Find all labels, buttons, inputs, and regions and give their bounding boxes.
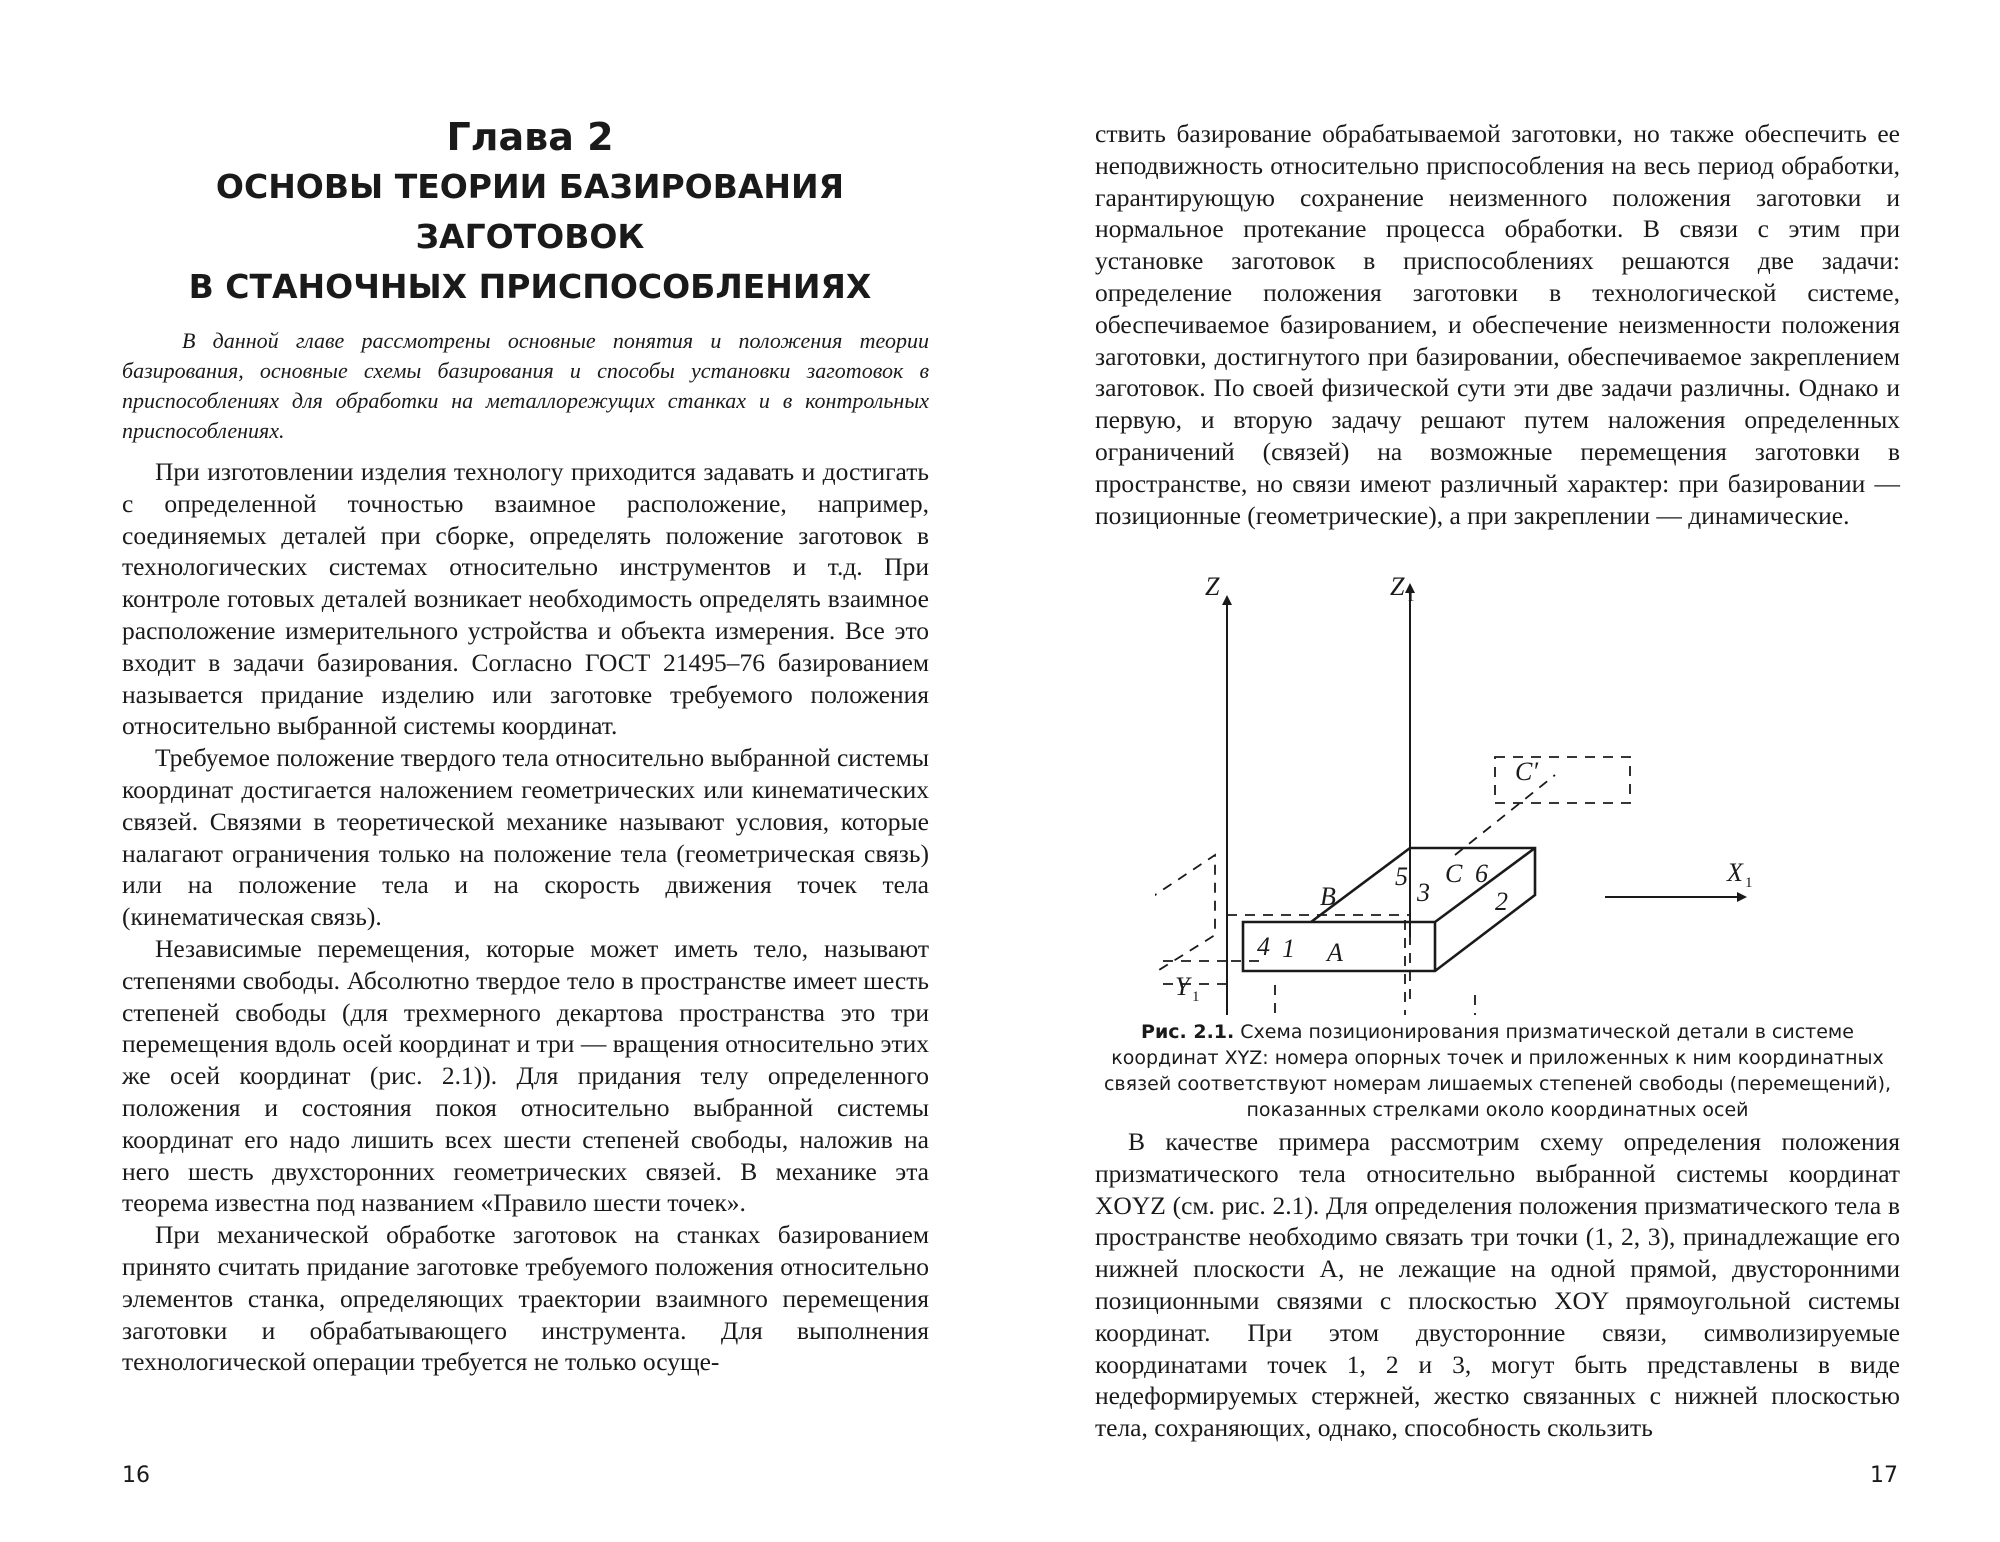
point-label-6: 6 xyxy=(1475,859,1488,888)
chapter-title-line-1: ОСНОВЫ ТЕОРИИ БАЗИРОВАНИЯ ЗАГОТОВОК xyxy=(215,167,845,256)
right-page xyxy=(1000,0,2000,1542)
point-label-4: 4 xyxy=(1257,932,1270,961)
chapter-title xyxy=(110,162,950,312)
point-label-1: 1 xyxy=(1282,934,1295,963)
axis-label-x xyxy=(1776,1014,1794,1015)
plane-label-c: C xyxy=(1445,859,1463,888)
point-label-5: 5 xyxy=(1395,862,1408,891)
paragraph: При изготовлении изделия технологу приходится задавать и достигать с определенной точностью взаимное расположение, например, соединяемых деталей при сборке, определять положение заготовок в технологических системах относительно инструментов и т.д. При контроле готовых деталей возникает необходимость определять взаимное расположение измерительного устройства и объекта измерения. Все это входит в задачи базирования. Согласно ГОСТ 21495–76 базированием называется придание изделию или заготовке требуемого положения относительно выбранной системы координат. xyxy=(122,457,929,741)
plane-b-prime-projection xyxy=(1155,855,1215,985)
paragraph: Независимые перемещения, которые может иметь тело, называют степенями свободы. Абсолютно твердое тело в пространстве имеет шесть степеней свободы (для трехмерного декартова пространства это три перемещения вдоль осей координат и три — вращения относительно этих же осей координат (рис. 2.1)). Для придания телу определенного положения и состояния покоя относительно выбранной системы координат его надо лишить всех шести степеней свободы, наложив на него шесть двухсторонних геометрических связей. В механике эта теорема известна под названием «Правило шести точек». xyxy=(122,933,929,1218)
paragraph: При механической обработке заготовок на станках базированием принято считать придание заготовке требуемого положения относительно элементов станка, определяющих траектории взаимного перемещения заготовки и обрабатывающего инструмента. Для выполнения технологической операции требуется не только осуще- xyxy=(122,1220,929,1377)
axis-subscript: 1 xyxy=(1745,875,1753,891)
plane-label-a: A xyxy=(1327,938,1343,967)
right-body-text-bottom xyxy=(1095,1126,1900,1444)
paragraph: В качестве примера рассмотрим схему определения положения призматического тела относительно выбранной системы координат XOYZ (см. рис. 2.1). Для определения положения призматического тела в пространстве необходимо связать три точки (1, 2, 3), принадлежащие его нижней плоскости A, не лежащие на одной прямой, двусторонними позиционными связями с плоскостью XOY прямоугольной системы координат. При этом двусторонние связи, символизируемые координатами точек 1, 2 и 3, могут быть представлены в виде недеформируемых стержней, жестко связанных с нижней плоскостью тела, сохраняющих, однако, способность скользить xyxy=(1095,1127,1900,1443)
axis-label-x1: X xyxy=(1727,858,1743,887)
axis-subscript: 1 xyxy=(1192,989,1200,1005)
left-body-text xyxy=(122,456,929,1378)
page-number: 16 xyxy=(122,1463,150,1488)
point-label-3: 3 xyxy=(1417,878,1430,907)
chapter-label: Глава 2 xyxy=(446,115,614,159)
paragraph: ствить базирование обрабатываемой заготовки, но также обеспечить ее неподвижность относительно приспособления на весь период обработки, гарантирующую сохранение неизменного положения заготовки и нормальное протекание процесса обработки. В связи с этим при установке заготовок в приспособлениях решаются две задачи: определение положения заготовки в технологической системе, обеспечиваемое базированием, и обеспечение неизменности положения заготовки, достигнутого при базировании, обеспечиваемое закреплением заготовок. По своей физической сути эти две задачи различны. Однако и первую, и вторую задачу решают путем наложения определенных ограничений (связей) на возможные перемещения заготовки в пространстве, но связи имеют различный характер: при базировании — позиционные (геометрические), а при закреплении — динамические. xyxy=(1095,119,1900,530)
figure-caption xyxy=(1095,1019,1900,1123)
point-label-2: 2 xyxy=(1495,887,1508,916)
right-body-text-top xyxy=(1095,118,1900,531)
figure-caption-label: Рис. 2.1. xyxy=(1141,1021,1235,1043)
plane-label-b: B xyxy=(1320,882,1336,911)
chapter-title-line-2: В СТАНОЧНЫХ ПРИСПОСОБЛЕНИЯХ xyxy=(188,267,872,306)
page-number: 17 xyxy=(1870,1463,1898,1488)
axis-subscript: 1 xyxy=(1407,589,1415,605)
figure-caption-text: Схема позиционирования призматической детали в системе координат XYZ: номера опорных точек и приложенных к ним координатных связей соответствуют номерам лишаемых степеней свободы (перемещений), показанных стрелками около координатных осей xyxy=(1103,1021,1892,1121)
axis-label-y1: Y xyxy=(1175,972,1190,1001)
axis-label-z: Z xyxy=(1205,575,1220,601)
paragraph: Требуемое положение твердого тела относительно выбранной системы координат достигается наложением геометрических или кинематических связей. Связями в теоретической механике называют условия, которые налагают ограничения только на положение тела (геометрическая связь) или на положение тела и на скорость движения точек тела (кинематическая связь). xyxy=(122,743,929,932)
figure-2-1-diagram xyxy=(1155,575,1825,1015)
plane-label-c-prime: C′ xyxy=(1515,757,1539,786)
axis-label-z1: Z xyxy=(1390,575,1405,601)
chapter-abstract: В данной главе рассмотрены основные понятия и положения теории базирования, основные схемы базирования и способы установки заготовок в приспособлениях для обработки на металлорежущих станках и в контрольных приспособлениях. xyxy=(122,328,929,443)
